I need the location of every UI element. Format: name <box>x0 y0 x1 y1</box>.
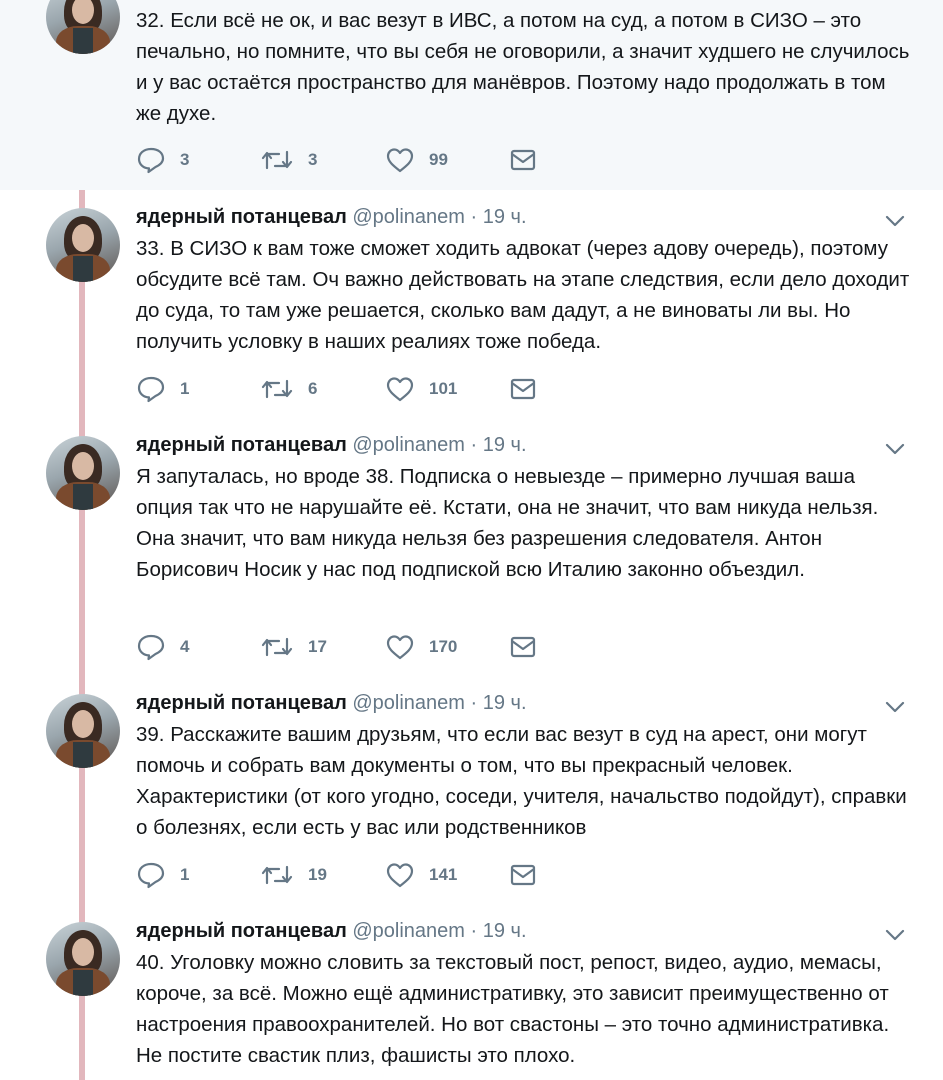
like-button[interactable] <box>385 633 457 661</box>
tweet[interactable] <box>0 904 943 1080</box>
tweet-text: Я запуталась, но вроде 38. Подписка о невыезде – примерно лучшая ваша опция так что не нарушайте её. Кстати, она не значит, что вам никуда нельзя. Она значит, что вам никуда нельзя без разрешения следователя. Антон Борисович Носик у нас под подпиской всю Италию законно объездил. <box>136 465 879 581</box>
tweet-actions <box>136 375 556 405</box>
tweet[interactable] <box>0 676 943 904</box>
display-name[interactable]: ядерный потанцевал <box>136 692 347 714</box>
timestamp[interactable]: 19 ч. <box>482 206 527 228</box>
tweet-text: 32. Если всё не ок, и вас везут в ИВС, а потом на суд, а потом в СИЗО – это печально, но помните, что вы себя не оговорили, а значит худшего не случилось и у вас остаётся пространство для манёвров. Поэтому надо продолжать в том же духе. <box>136 9 910 125</box>
tweet-actions <box>136 861 556 891</box>
reply-button[interactable] <box>136 861 189 889</box>
like-button[interactable] <box>385 375 457 403</box>
timestamp[interactable]: 19 ч. <box>482 920 527 942</box>
like-button[interactable] <box>385 146 448 174</box>
reply-button[interactable] <box>136 375 189 403</box>
avatar[interactable] <box>46 208 120 282</box>
heart-icon <box>385 146 415 174</box>
display-name[interactable]: ядерный потанцевал <box>136 206 347 228</box>
chevron-down-icon[interactable] <box>885 928 905 942</box>
display-name[interactable]: ядерный потанцевал <box>136 920 347 942</box>
separator-dot: · <box>470 692 478 714</box>
user-handle[interactable]: @polinanem <box>352 920 465 942</box>
tweet-header <box>136 920 527 943</box>
separator-dot: · <box>470 920 478 942</box>
chevron-down-icon[interactable] <box>885 700 905 714</box>
timestamp[interactable]: 19 ч. <box>482 692 527 714</box>
reply-count: 1 <box>180 379 190 398</box>
like-count: 141 <box>429 865 458 884</box>
envelope-icon <box>508 861 538 889</box>
tweet-actions <box>136 146 556 176</box>
tweet-header <box>136 206 527 229</box>
user-handle[interactable]: @polinanem <box>352 434 465 456</box>
avatar[interactable] <box>46 694 120 768</box>
reply-count: 1 <box>180 865 190 884</box>
tweet-text: 39. Расскажите вашим друзьям, что если вас везут в суд на арест, они могут помочь и собрать вам документы о том, что вы прекрасный человек. Характеристики (от кого угодно, соседи, учителя, начальство подойдут), справки о болезнях, если есть у вас или родственников <box>136 723 907 839</box>
tweet-actions <box>136 633 556 663</box>
avatar[interactable] <box>46 436 120 510</box>
direct-message-button[interactable] <box>508 375 538 403</box>
retweet-count: 19 <box>308 865 327 884</box>
avatar[interactable] <box>46 922 120 996</box>
reply-button[interactable] <box>136 146 189 174</box>
envelope-icon <box>508 146 538 174</box>
retweet-count: 3 <box>308 150 318 169</box>
tweet[interactable] <box>0 418 943 676</box>
reply-count: 3 <box>180 150 190 169</box>
reply-icon <box>136 861 166 889</box>
chevron-down-icon[interactable] <box>885 442 905 456</box>
display-name[interactable]: ядерный потанцевал <box>136 434 347 456</box>
tweet[interactable] <box>0 0 943 190</box>
tweet-header <box>136 692 527 715</box>
tweet-text: 33. В СИЗО к вам тоже сможет ходить адвокат (через адову очередь), поэтому обсудите всё там. Оч важно действовать на этапе следствия, если дело доходит до суда, то там уже решается, сколько вам дадут, а не виноваты ли вы. Но получить условку в наших реалиях тоже победа. <box>136 237 910 353</box>
avatar[interactable] <box>46 0 120 54</box>
heart-icon <box>385 375 415 403</box>
user-handle[interactable]: @polinanem <box>352 206 465 228</box>
like-count: 170 <box>429 637 458 656</box>
retweet-button[interactable] <box>260 633 327 661</box>
reply-count: 4 <box>180 637 190 656</box>
tweet[interactable] <box>0 190 943 418</box>
separator-dot: · <box>470 434 478 456</box>
heart-icon <box>385 633 415 661</box>
reply-icon <box>136 633 166 661</box>
reply-icon <box>136 146 166 174</box>
retweet-icon <box>260 146 294 174</box>
envelope-icon <box>508 375 538 403</box>
chevron-down-icon[interactable] <box>885 214 905 228</box>
retweet-count: 17 <box>308 637 327 656</box>
direct-message-button[interactable] <box>508 861 538 889</box>
tweet-text: 40. Уголовку можно словить за текстовый пост, репост, видео, аудио, мемасы, короче, за всё. Можно ещё административку, это зависит преимущественно от настроения правоохранителей. Но вот свастоны – это точно административка. Не постите свастик плиз, фашисты это плохо. <box>136 951 890 1067</box>
direct-message-button[interactable] <box>508 146 538 174</box>
retweet-icon <box>260 375 294 403</box>
timestamp[interactable]: 19 ч. <box>482 434 527 456</box>
like-button[interactable] <box>385 861 457 889</box>
envelope-icon <box>508 633 538 661</box>
reply-button[interactable] <box>136 633 189 661</box>
direct-message-button[interactable] <box>508 633 538 661</box>
heart-icon <box>385 861 415 889</box>
separator-dot: · <box>470 206 478 228</box>
retweet-button[interactable] <box>260 861 327 889</box>
user-handle[interactable]: @polinanem <box>352 692 465 714</box>
retweet-count: 6 <box>308 379 318 398</box>
retweet-icon <box>260 633 294 661</box>
like-count: 99 <box>429 150 448 169</box>
retweet-button[interactable] <box>260 146 317 174</box>
like-count: 101 <box>429 379 458 398</box>
reply-icon <box>136 375 166 403</box>
retweet-icon <box>260 861 294 889</box>
retweet-button[interactable] <box>260 375 317 403</box>
tweet-header <box>136 434 527 457</box>
